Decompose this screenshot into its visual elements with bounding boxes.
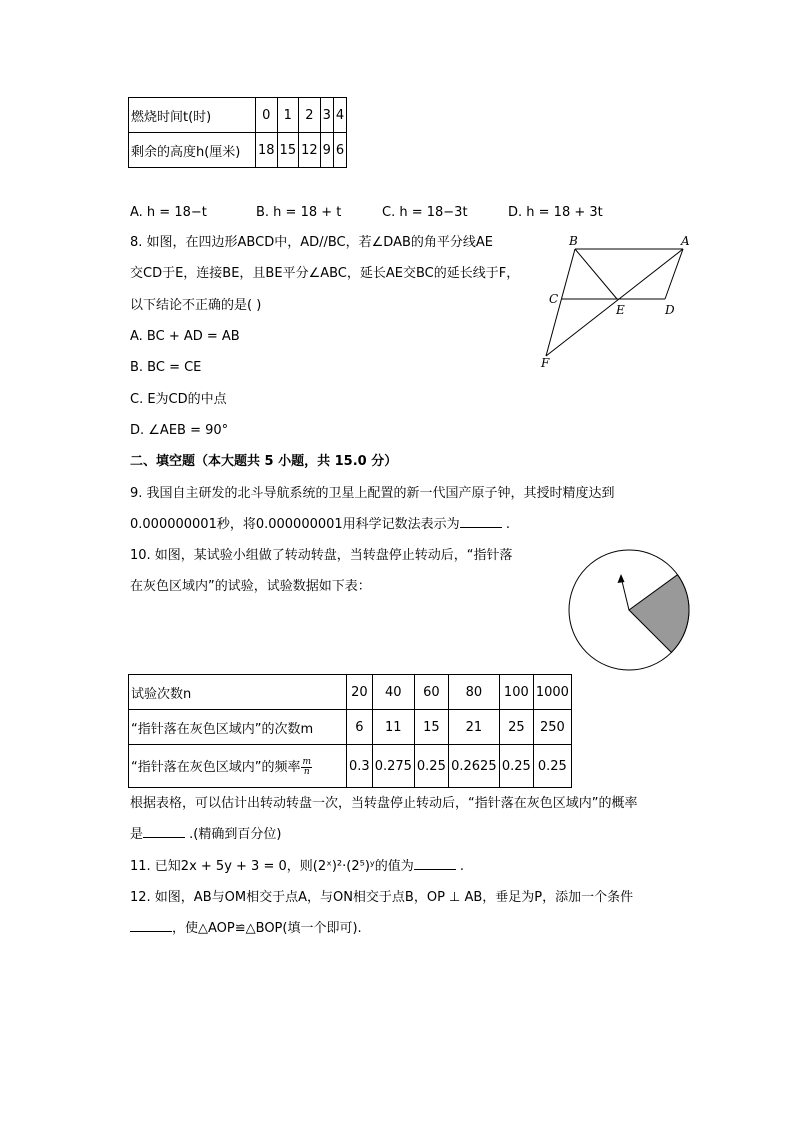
table-cell: 6 [333,133,346,168]
q9-line1: 9. 我国自主研发的北斗导航系统的卫星上配置的新一代国产原子钟，其授时精度达到 [130,486,615,501]
option-b: B. h = 18 + t [256,205,342,220]
table-row [129,710,572,745]
label-a: A [681,234,690,248]
fraction [301,758,312,777]
segment-af [546,249,683,356]
table-cell: 0.25 [499,745,533,788]
table-cell: “指针落在灰色区域内”的次数m [129,710,347,745]
fraction-denominator: n [303,766,310,777]
table-cell: 40 [372,675,414,710]
table-cell: 20 [347,675,373,710]
table-cell: 2 [299,98,321,133]
burn-table [128,97,347,168]
table-cell: 100 [499,675,533,710]
table-cell: 剩余的高度h(厘米) [129,133,256,168]
q8-option-b: B. BC = CE [130,360,202,375]
table-cell: 1 [277,98,299,133]
q12-line1: 12. 如图，AB与OM相交于点A，与ON相交于点B，OP ⊥ AB，垂足为P，添加一个条件 [130,890,634,905]
answer-blank [414,857,456,870]
freq-label: “指针落在灰色区域内”的频率 [131,759,301,775]
label-d: D [665,303,675,317]
label-f: F [541,356,550,370]
table-row [129,745,572,788]
label-c: C [549,292,559,306]
q8-line2: 交CD于E，连接BE，且BE平分∠ABC，延长AE交BC的延长线于F， [130,266,520,281]
table-cell: 9 [320,133,333,168]
table-cell: 4 [333,98,346,133]
segment-be [575,249,617,299]
table-row [129,98,347,133]
table-cell: 25 [499,710,533,745]
spinner-figure [566,547,692,673]
table-cell: 12 [299,133,321,168]
option-d: D. h = 18 + 3t [508,205,603,220]
q8-option-c: C. E为CD的中点 [130,392,227,407]
table-cell: 18 [256,133,278,168]
section-title: 二、填空题（本大题共 5 小题，共 15.0 分） [130,454,398,469]
table-cell: 60 [414,675,448,710]
table-cell [129,745,347,788]
answer-blank [143,825,185,838]
table-cell: 试验次数n [129,675,347,710]
spinner-table [128,674,572,788]
label-e: E [616,303,625,317]
q8-line3: 以下结论不正确的是( ) [130,298,262,313]
table-cell: 燃烧时间t(时) [129,98,256,133]
table-cell: 0 [256,98,278,133]
table-cell: 6 [347,710,373,745]
table-cell: 0.2625 [448,745,499,788]
q8-option-d: D. ∠AEB = 90° [130,423,229,438]
option-a: A. h = 18−t [130,205,207,220]
q11-period: . [459,859,465,874]
table-cell: 15 [414,710,448,745]
table-cell: 0.25 [414,745,448,788]
q10-after1: 根据表格，可以估计出转动转盘一次，当转盘停止转动后，“指针落在灰色区域内”的概率 [130,796,638,811]
table-cell: 1000 [533,675,571,710]
q10-line1: 10. 如图，某试验小组做了转动转盘，当转盘停止转动后，“指针落 [130,548,513,563]
q10-text-post: .(精确到百分位) [189,827,282,842]
fraction-numerator: m [302,756,312,767]
answer-blank [130,919,172,932]
option-c: C. h = 18−3t [382,205,468,220]
q8-option-a: A. BC + AD = AB [130,329,240,344]
table-cell: 0.3 [347,745,373,788]
q11-line [130,857,464,877]
quadrilateral-figure [536,230,696,370]
q12-text: ，使△AOP≌△BOP(填一个即可). [172,921,362,936]
table-cell: 11 [372,710,414,745]
table-cell: 80 [448,675,499,710]
q10-text: 是 [130,827,144,842]
q12-line2 [130,919,362,939]
table-cell: 0.25 [533,745,571,788]
q10-after2 [130,825,281,845]
q11-text: 11. 已知2x + 5y + 3 = 0，则(2ˣ)²·(2⁵)ʸ的值为 [130,859,414,874]
table-row [129,133,347,168]
table-cell: 0.275 [372,745,414,788]
table-row [129,675,572,710]
q9-line2 [130,515,510,535]
q10-line2: 在灰色区域内”的试验，试验数据如下表： [130,579,371,594]
label-b: B [569,234,578,248]
table-cell: 3 [320,98,333,133]
q9-text: 0.000000001秒，将0.000000001用科学记数法表示为 [130,517,460,532]
table-cell: 21 [448,710,499,745]
q9-period: . [505,517,510,532]
answer-blank [460,515,502,528]
q8-line1: 8. 如图，在四边形ABCD中，AD//BC，若∠DAB的角平分线AE [130,235,493,250]
table-cell: 15 [277,133,299,168]
table-cell: 250 [533,710,571,745]
